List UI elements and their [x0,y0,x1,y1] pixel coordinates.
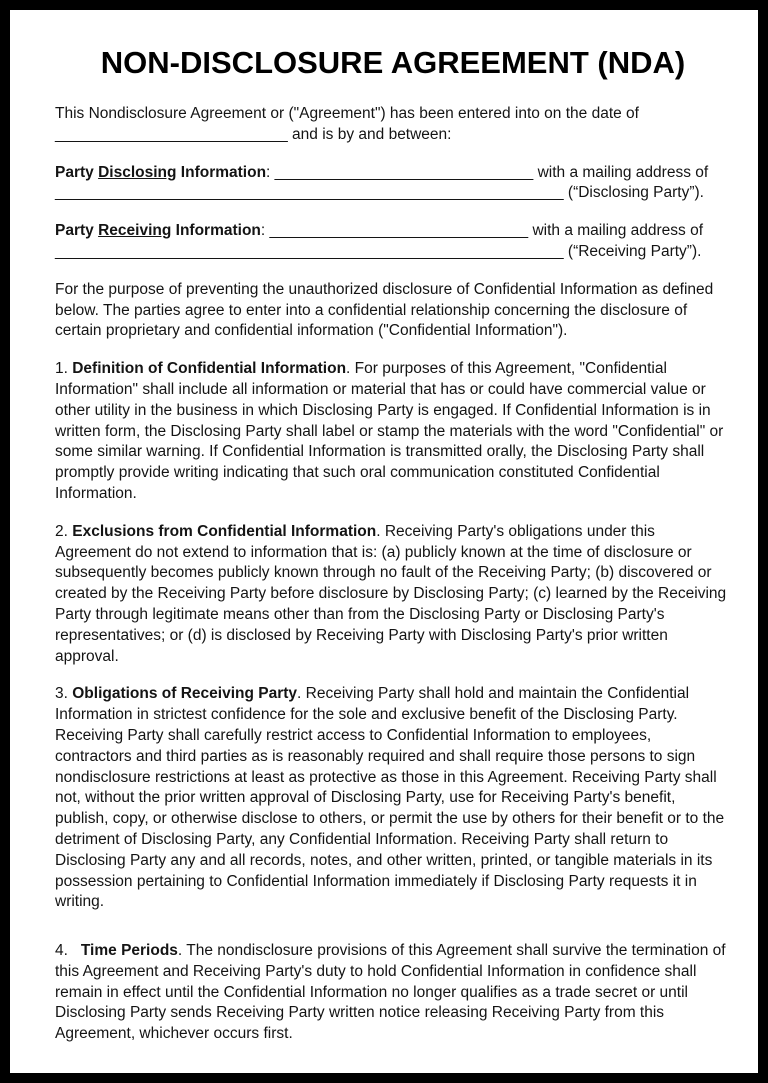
receiving-address-blank[interactable]: ___________________________________________________________ [55,242,564,260]
section-heading: Obligations of Receiving Party [72,685,298,703]
receiving-word-underlined: Receiving [98,222,172,240]
party-word: Party [55,163,99,181]
mailing-address-text: with a mailing address of [533,163,709,181]
receiving-party-label [55,222,261,239]
information-word: Information [176,163,267,181]
date-blank-line[interactable]: ___________________________ [55,125,288,143]
section-number: 2. [55,522,73,540]
section-body: . The nondisclosure provisions of this Agreement shall survive the termination of this Agreement and Receiving Party's duty to hold Confidential Information in confidence shall remain in effect until the Confidential Information no longer qualifies as a trade secret or until Disclosing Party sends Receiving Party written notice releasing Receiving Party from this Agreement, whichever occurs first. [55,942,726,1043]
intro-paragraph [55,104,731,146]
document-content [10,10,758,1045]
section-heading: Definition of Confidential Information [72,360,347,378]
disclosing-party-paragraph [55,163,731,205]
intro-line1: This Nondisclosure Agreement or ("Agreement") has been entered into on the date of [55,105,639,122]
disclosing-party-tail: (“Disclosing Party”). [563,184,704,202]
information-word: Information [171,222,261,240]
receiving-name-blank[interactable]: ______________________________ [269,222,529,240]
section-heading: Exclusions from Confidential Information [72,522,377,540]
disclosing-name-blank[interactable]: ______________________________ [274,163,534,181]
party-colon: : [266,163,275,181]
mailing-address-text: with a mailing address of [528,222,704,240]
purpose-paragraph: For the purpose of preventing the unauthorized disclosure of Confidential Information as defined below. The parties agree to enter into a confidential relationship concerning the disclosure of certain proprietary and confidential information ("Confidential Information"). [55,280,714,340]
disclosing-address-blank[interactable]: ___________________________________________________________ [55,184,564,202]
disclosing-word-underlined: Disclosing [98,163,177,181]
section-3-obligations-paragraph [55,684,731,913]
section-1-definition-paragraph [55,359,731,505]
section-body: . Receiving Party shall hold and maintain the Confidential Information in strictest confidence for the sole and exclusive benefit of the Disclosing Party. Receiving Party shall carefully restrict access to Confidential Information to employees, contractors and third parties as is reasonably required and shall require those persons to sign nondisclosure restrictions at least as protective as those in this Agreement. Receiving Party shall not, without the prior written approval of Disclosing Party, use for Receiving Party's benefit, publish, copy, or otherwise disclose to others, or permit the use by others for their benefit or to the detriment of Disclosing Party, any Confidential Information. Receiving Party shall return to Disclosing Party any and all records, notes, and other written, printed, or tangible materials in its possession pertaining to Confidential Information immediately if Disclosing Party requests it in writing. [55,685,725,911]
section-number: 3. [55,685,73,703]
document-title: NON-DISCLOSURE AGREEMENT (NDA) [100,45,686,80]
section-number: 1. [55,360,73,378]
receiving-party-tail: (“Receiving Party”). [563,242,702,260]
intro-line2: and is by and between: [287,125,452,143]
section-body: . Receiving Party's obligations under this Agreement do not extend to information that is: (a) publicly known at the time of disclosure or subsequently becomes publicly known through no fault of the Receiving Party; (b) discovered or created by the Receiving Party before disclosure by Disclosing Party; (c) learned by the Receiving Party through legitimate means other than from the Disclosing Party or Disclosing Party's representatives; or (d) is disclosed by Receiving Party with Disclosing Party's prior written approval. [55,522,727,665]
receiving-party-paragraph [55,221,731,263]
section-heading: Time Periods [80,942,178,960]
section-body: . For purposes of this Agreement, "Confidential Information" shall include all information or material that has or could have commercial value or other utility in the business in which Disclosing Party is engaged. If Confidential Information is in written form, the Disclosing Party shall label or stamp the materials with the word "Confidential" or some similar warning. If Confidential Information is transmitted orally, the Disclosing Party shall promptly provide writing indicating that such oral communication constituted Confidential Information. [55,360,724,502]
section-4-time-periods-paragraph [55,941,731,1045]
disclosing-party-label [55,164,266,181]
section-number: 4. [55,942,81,960]
section-2-exclusions-paragraph [55,522,731,668]
party-word: Party [55,222,99,240]
party-colon: : [260,222,270,240]
